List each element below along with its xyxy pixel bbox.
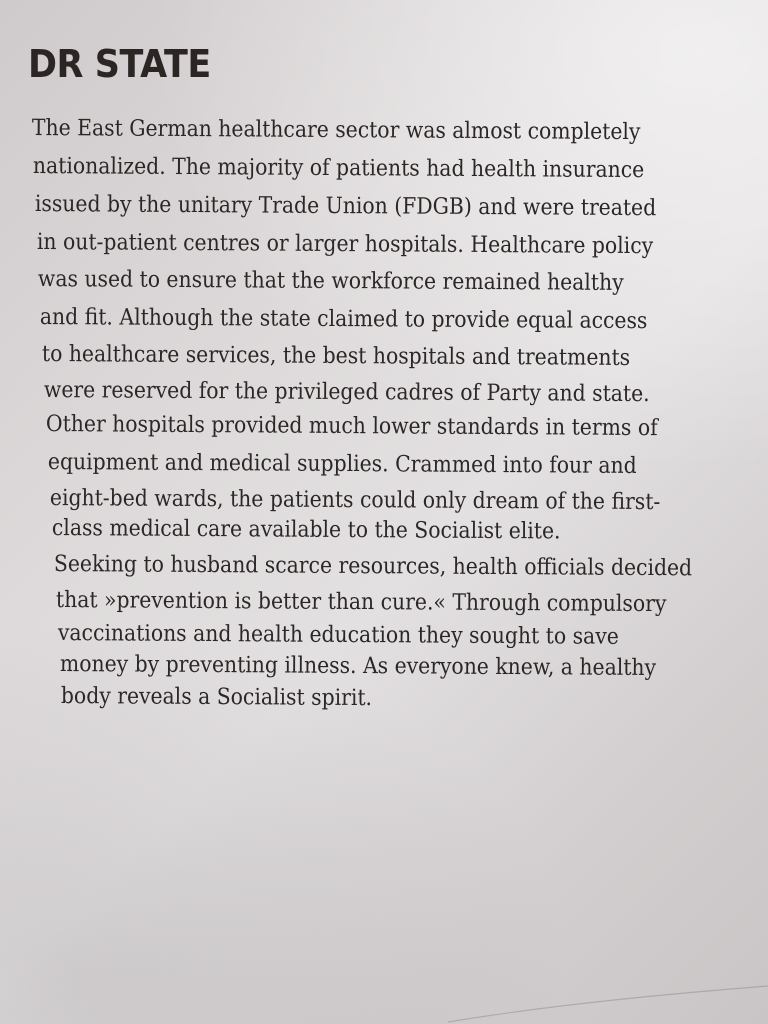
text-line: eight-bed wards, the patients could only dream of the first-	[49, 485, 661, 516]
text-line: were reserved for the privileged cadres of Party and state.	[43, 377, 650, 408]
page-title: DR STATE	[28, 42, 211, 86]
text-line: Seeking to husband scarce resources, health officials decided	[53, 551, 693, 582]
text-line: issued by the unitary Trade Union (FDGB) and were treated	[34, 191, 657, 222]
text-line: that »prevention is better than cure.« Through compulsory	[55, 587, 667, 618]
page-curl-shadow	[448, 964, 768, 1024]
text-line: Other hospitals provided much lower standards in terms of	[45, 411, 658, 442]
text-line: in out-patient centres or larger hospitals. Healthcare policy	[36, 229, 654, 260]
text-line: class medical care available to the Socialist elite.	[51, 515, 561, 545]
text-line: nationalized. The majority of patients had health insurance	[32, 153, 645, 184]
text-line: vaccinations and health education they sought to save	[57, 620, 619, 650]
text-line: to healthcare services, the best hospitals and treatments	[41, 341, 631, 371]
text-line: was used to ensure that the workforce remained healthy	[37, 266, 624, 296]
text-line: and fit. Although the state claimed to provide equal access	[39, 304, 648, 335]
text-line: body reveals a Socialist spirit.	[60, 683, 373, 712]
text-line: money by preventing illness. As everyone knew, a healthy	[59, 651, 657, 682]
text-line: The East German healthcare sector was almost completely	[31, 115, 641, 146]
text-line: equipment and medical supplies. Crammed into four and	[47, 449, 637, 479]
